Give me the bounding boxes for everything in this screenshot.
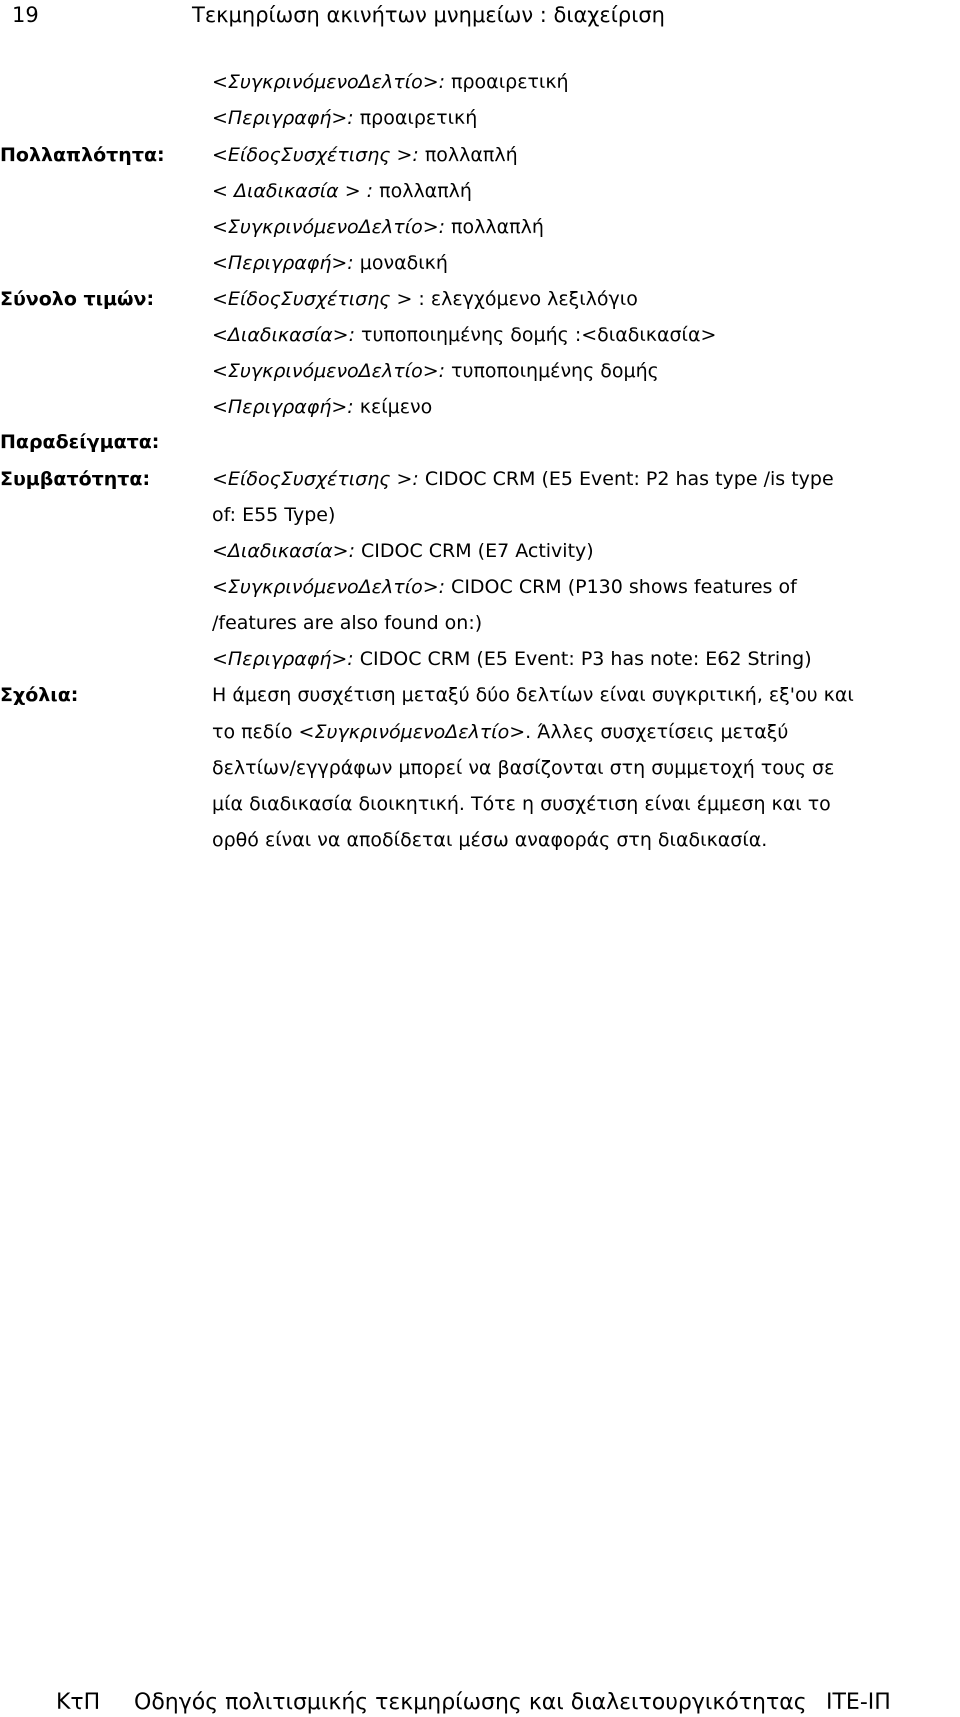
line-compat-compared-record [212,578,797,597]
line-valueset-procedure [212,326,716,345]
line-optional-description [212,109,477,128]
line-compat-compared-record-cont: /features are also found on:) [212,612,483,634]
line-multi-procedure [212,182,472,201]
line-compat-relation-type [212,470,834,489]
field-value: κείμενο [353,396,433,418]
comment-line-3: δελτίων/εγγράφων μπορεί να βασίζονται στη συμμετοχή τους σε [212,757,835,779]
footer-center: Οδηγός πολιτισμικής τεκμηρίωσης και διαλειτουργικότητας [134,1690,807,1715]
field-name: <ΕίδοςΣυσχέτισης >: [212,468,419,490]
line-single-description [212,254,448,273]
line-optional-compared-record [212,73,569,92]
label-multiplicity: Πολλαπλότητα: [0,144,165,166]
page-header-title: Τεκμηρίωση ακινήτων μνημείων : διαχείριση [192,3,665,27]
field-value: CIDOC CRM (E5 Event: P2 has type /is type [418,468,834,490]
field-name: < Διαδικασία > : [212,180,374,202]
field-value: τυποποιημένης δομής :<διαδικασία> [354,324,717,346]
field-value: προαιρετική [445,71,569,93]
field-name: <Περιγραφή>: [212,396,354,418]
comment-line-5: ορθό είναι να αποδίδεται μέσω αναφοράς στη διαδικασία. [212,829,768,851]
footer-left: ΚτΠ [56,1690,101,1715]
label-value-set: Σύνολο τιμών: [0,288,155,310]
field-name: <ΕίδοςΣυσχέτισης >: [212,144,419,166]
line-valueset-relation-type [212,290,638,309]
field-name: <ΣυγκρινόμενοΔελτίο>: [212,360,446,382]
label-compatibility: Συμβατότητα: [0,468,151,490]
page-number: 19 [12,3,39,27]
comment-line-1: Η άμεση συσχέτιση μεταξύ δύο δελτίων είναι συγκριτική, εξ'ου και [212,684,854,706]
line-multi-relation-type [212,146,518,165]
field-value: CIDOC CRM (E5 Event: P3 has note: E62 String) [353,648,812,670]
footer-right: ΙΤΕ-ΙΠ [826,1690,891,1715]
field-value: CIDOC CRM (P130 shows features of [445,576,797,598]
field-name: <ΣυγκρινόμενοΔελτίο> [298,721,526,743]
label-examples: Παραδείγματα: [0,431,160,453]
field-name: <Διαδικασία>: [212,540,355,562]
line-compat-procedure [212,542,594,561]
field-name: <ΣυγκρινόμενοΔελτίο>: [212,576,446,598]
comment-text: . Άλλες συσχετίσεις μεταξύ [525,721,789,743]
field-value: προαιρετική [353,107,478,129]
field-value: μοναδική [353,252,448,274]
field-name: <ΕίδοςΣυσχέτισης > [212,288,413,310]
field-value: τυποποιημένης δομής [445,360,659,382]
field-value: πολλαπλή [445,216,544,238]
field-name: <Περιγραφή>: [212,648,354,670]
line-valueset-compared-record [212,362,659,381]
field-value: CIDOC CRM (E7 Activity) [354,540,594,562]
field-value: πολλαπλή [418,144,518,166]
field-name: <Περιγραφή>: [212,252,354,274]
label-comments: Σχόλια: [0,684,79,706]
field-name: <Περιγραφή>: [212,107,354,129]
comment-line-4: μία διαδικασία διοικητική. Τότε η συσχέτιση είναι έμμεση και το [212,793,831,815]
field-name: <Διαδικασία>: [212,324,355,346]
line-compat-relation-type-cont: of: E55 Type) [212,504,336,526]
line-compat-description [212,650,812,669]
field-value: : ελεγχόμενο λεξιλόγιο [412,288,638,310]
comment-text: το πεδίο [212,721,299,743]
line-multi-compared-record [212,218,544,237]
comment-line-2 [212,723,788,742]
field-name: <ΣυγκρινόμενοΔελτίο>: [212,71,446,93]
field-value: πολλαπλή [373,180,472,202]
field-name: <ΣυγκρινόμενοΔελτίο>: [212,216,446,238]
line-valueset-description [212,398,432,417]
